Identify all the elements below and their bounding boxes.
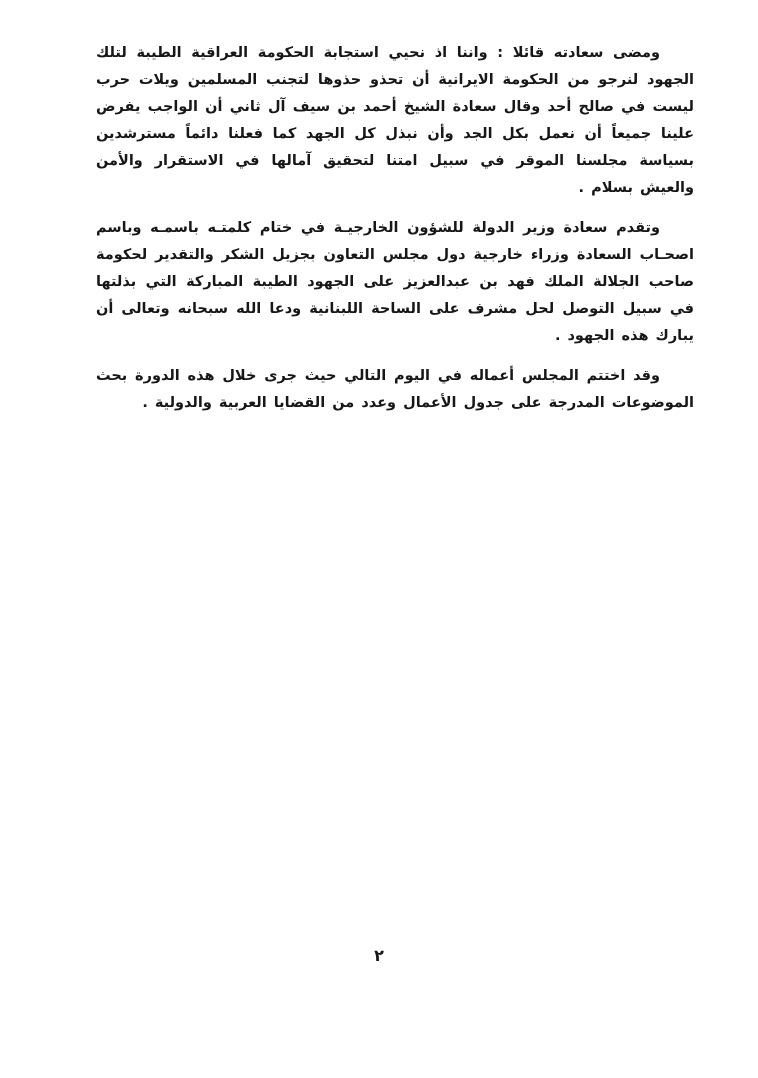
document-body — [96, 40, 694, 430]
paragraph-3: وقد اختتم المجلس أعماله في اليوم التالي حيث جرى خلال هذه الدورة بحث الموضوعات المدرجة على جدول الأعمال وعدد من القضايا العربية والدولية . — [96, 368, 694, 411]
paragraph-1: ومضى سعادته قائلا : واننا اذ نحيي استجابة الحكومة العراقية الطيبة لتلك الجهود لنرجو من الحكومة الايرانية أن تحذو حذوها لتجنب المسلمين ويلات حرب ليست في صالح أحد وقال سعادة الشيخ أحمد بن سيف آل ثاني أن الواجب يفرض علينا جميعاً أن نعمل بكل الجد وأن نبذل كل الجهد كما فعلنا دائماً مسترشدين بسياسة مجلسنا الموقر في سبيل امتنا لتحقيق آمالها في الاستقرار والأمن والعيش بسلام . — [96, 45, 694, 196]
paragraph-2: وتقدم سعادة وزير الدولة للشؤون الخارجيـة في ختام كلمتـه باسمـه وباسم اصحـاب السعادة وزراء خارجية دول مجلس التعاون بجزيل الشكر والتقدير لحكومة صاحب الجلالة الملك فهد بن عبدالعزيز على الجهود الطيبة المباركة التي بذلتها في سبيل التوصل لحل مشرف على الساحة اللبنانية ودعا الله سبحانه وتعالى أن يبارك هذه الجهود . — [96, 220, 694, 344]
page-number: ٢ — [374, 946, 384, 965]
